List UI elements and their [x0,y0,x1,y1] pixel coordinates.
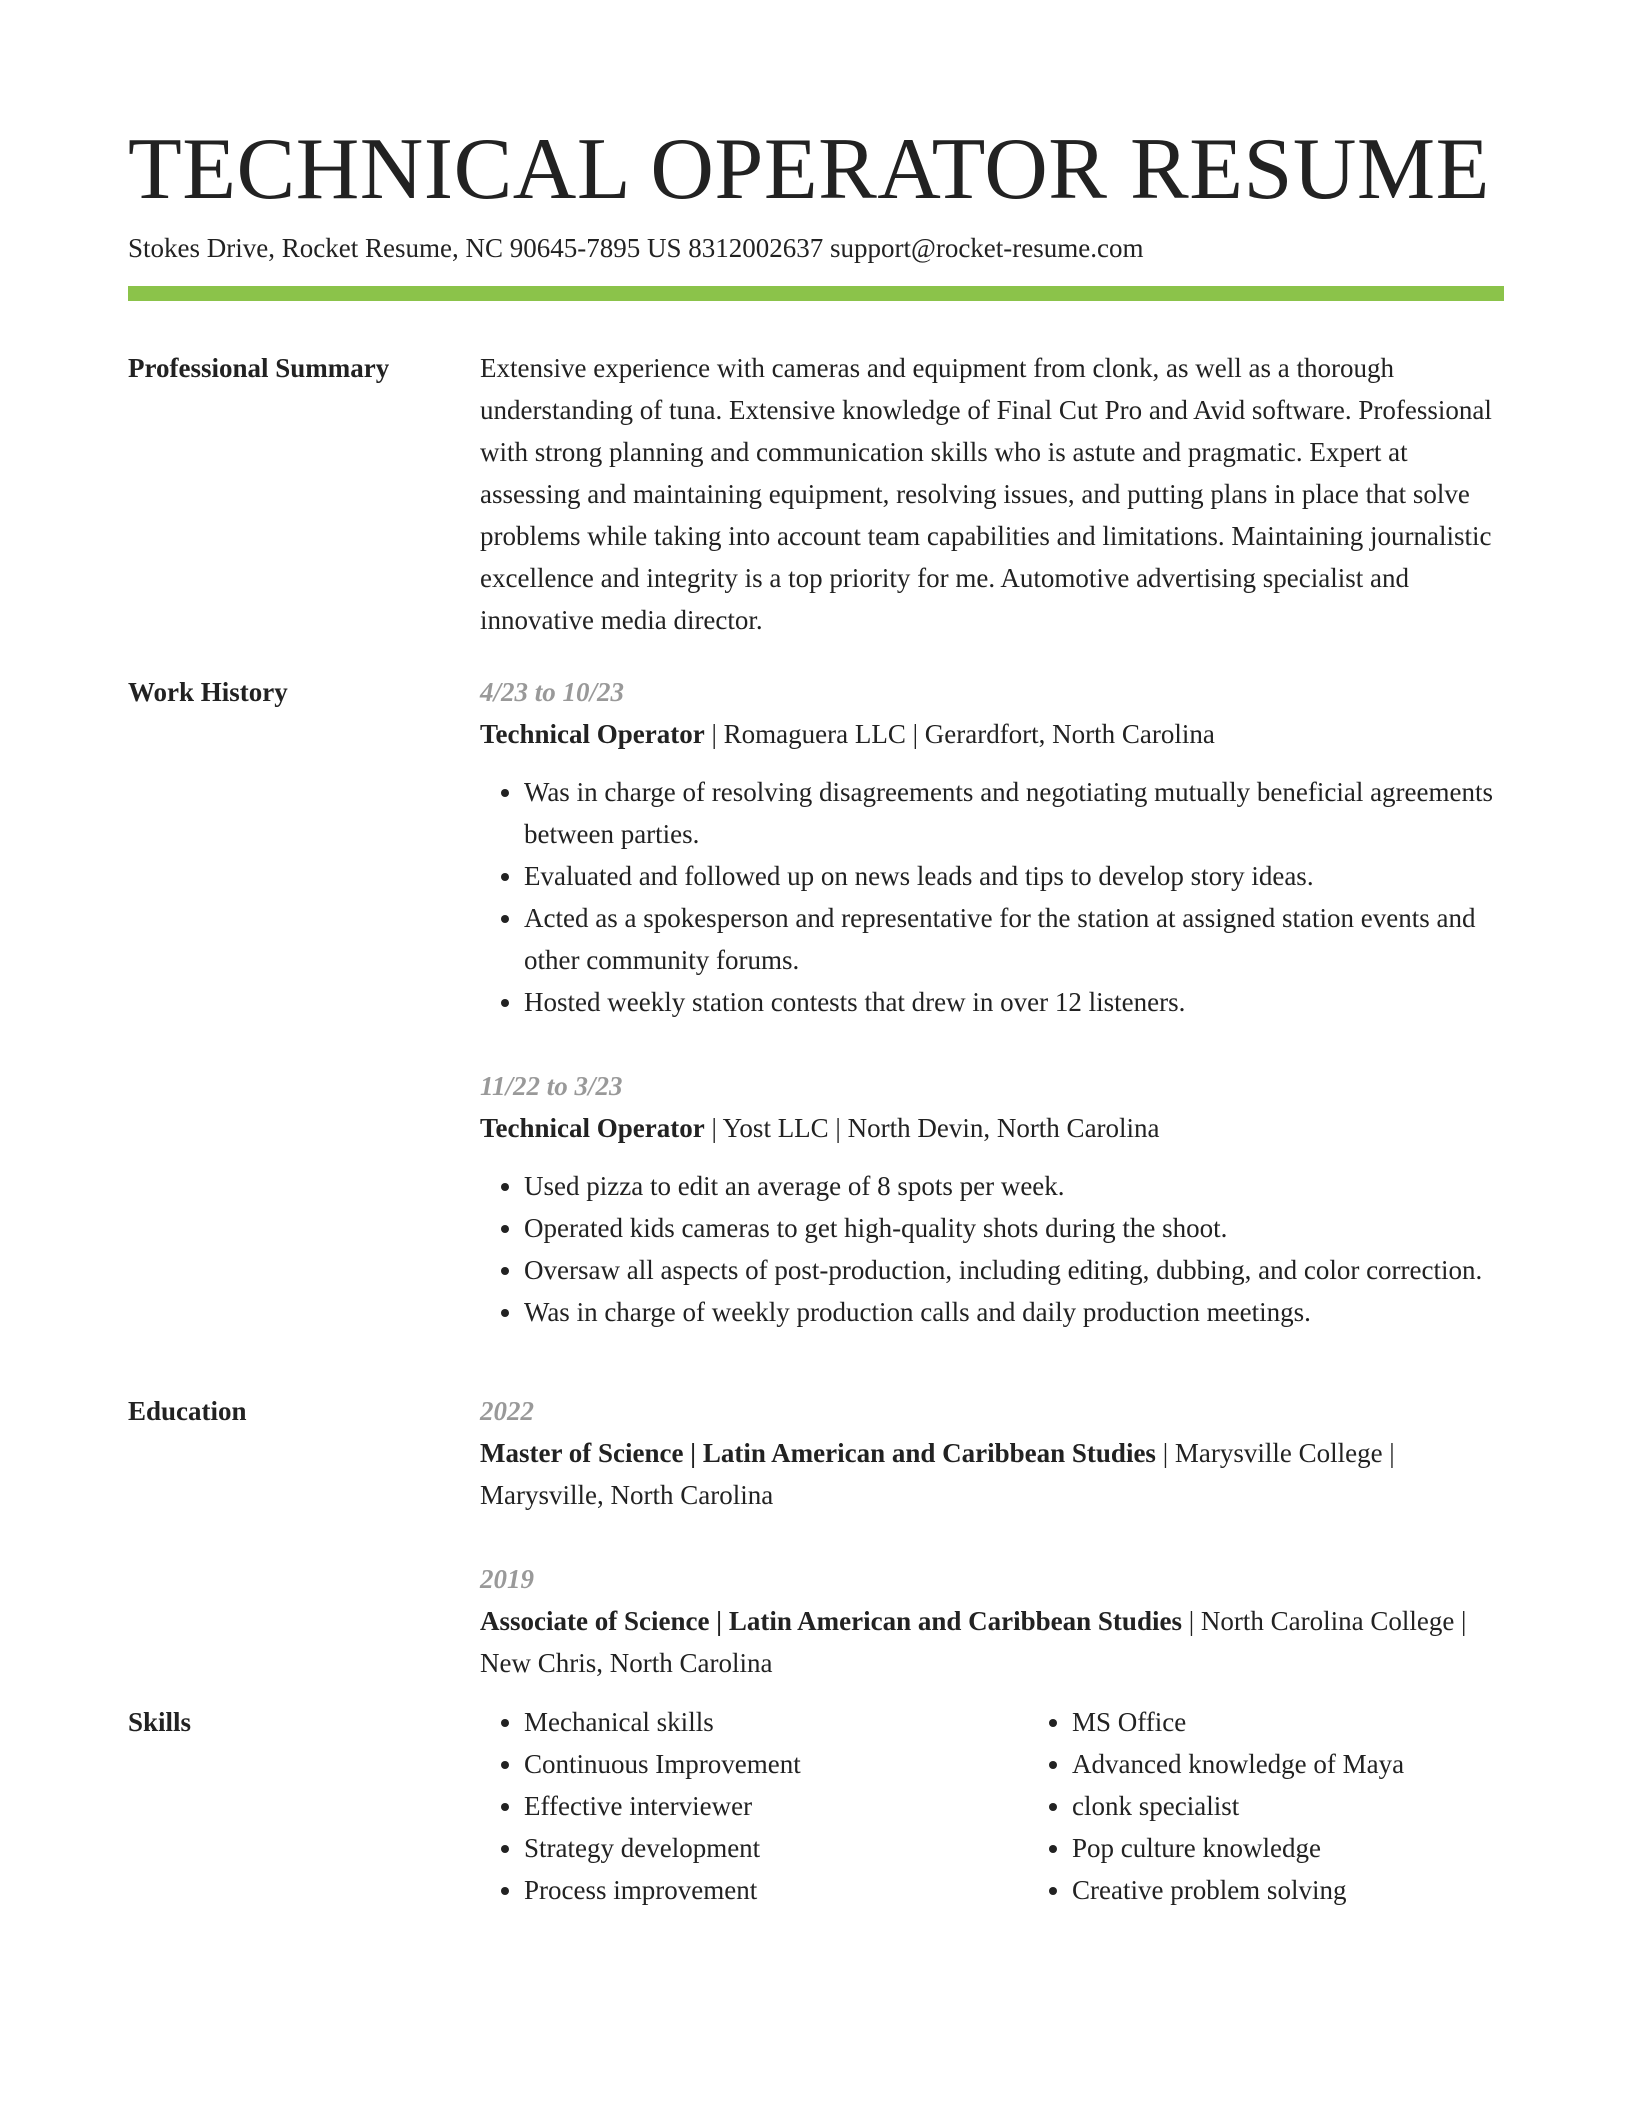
job-bullet: • Operated kids cameras to get high-quality shots during the shoot. [524,1207,1510,1249]
job-entry [480,1065,1510,1333]
job-bullet: • Acted as a spokesperson and representative for the station at assigned station events and other community forums. [524,897,1510,981]
education-year: 2022 [480,1396,534,1426]
job-bullet: • Was in charge of weekly production calls and daily production meetings. [524,1291,1510,1333]
education-body [480,1390,1510,1684]
education-year: 2019 [480,1564,534,1594]
skill-item: • Advanced knowledge of Maya [1072,1743,1576,1785]
skills-columns [480,1701,1510,1911]
skill-item: • Process improvement [524,1869,1028,1911]
skill-item: • Strategy development [524,1827,1028,1869]
job-entry [480,671,1510,1023]
job-bullets [480,1165,1510,1333]
education-details: | Marysville College | Marysville, North Carolina [480,1438,1395,1510]
section-label-education: Education [128,1396,247,1426]
skill-item: • clonk specialist [1072,1785,1576,1827]
education-header [480,1600,1510,1684]
accent-divider [128,286,1504,301]
skill-item: • Pop culture knowledge [1072,1827,1576,1869]
skill-item: • Effective interviewer [524,1785,1028,1827]
skills-list-left [480,1701,1028,1911]
skill-item: • MS Office [1072,1701,1576,1743]
education-entry [480,1390,1510,1516]
job-dates: 4/23 to 10/23 [480,677,625,707]
job-header [480,1107,1510,1149]
job-bullets [480,771,1510,1023]
job-title: Technical Operator [480,1113,705,1143]
job-header [480,713,1510,755]
contact-line: Stokes Drive, Rocket Resume, NC 90645-7895 US 8312002637 support@rocket-resume.com [128,233,1144,263]
job-bullet: • Used pizza to edit an average of 8 spots per week. [524,1165,1510,1207]
job-bullet: • Was in charge of resolving disagreements and negotiating mutually beneficial agreements between parties. [524,771,1510,855]
job-bullet: • Evaluated and followed up on news leads and tips to develop story ideas. [524,855,1510,897]
degree-title: Master of Science | Latin American and Caribbean Studies [480,1438,1156,1468]
job-details: | Romaguera LLC | Gerardfort, North Carolina [704,719,1215,749]
job-dates: 11/22 to 3/23 [480,1071,623,1101]
skill-item: • Creative problem solving [1072,1869,1576,1911]
section-label-skills: Skills [128,1707,192,1737]
degree-title: Associate of Science | Latin American and Caribbean Studies [480,1606,1182,1636]
skill-item: • Continuous Improvement [524,1743,1028,1785]
work-history-body [480,671,1510,1333]
section-label-summary: Professional Summary [128,353,390,383]
resume-title: TECHNICAL OPERATOR RESUME [128,121,1490,218]
education-header [480,1432,1510,1516]
skill-item: • Mechanical skills [524,1701,1028,1743]
education-details: | North Carolina College | New Chris, North Carolina [480,1606,1467,1678]
job-details: | Yost LLC | North Devin, North Carolina [704,1113,1160,1143]
section-label-work-history: Work History [128,677,288,707]
skills-list-right [1028,1701,1576,1911]
job-bullet: • Oversaw all aspects of post-production, including editing, dubbing, and color correction. [524,1249,1510,1291]
summary-text: Extensive experience with cameras and equipment from clonk, as well as a thorough understanding of tuna. Extensive knowledge of Final Cut Pro and Avid software. Professional with strong planning and communication skills who is astute and pragmatic. Expert at assessing and maintaining equipment, resolving issues, and putting plans in place that solve problems while taking into account team capabilities and limitations. Maintaining journalistic excellence and integrity is a top priority for me. Automotive advertising specialist and innovative media director. [480,353,1492,635]
job-title: Technical Operator [480,719,705,749]
job-bullet: • Hosted weekly station contests that drew in over 12 listeners. [524,981,1510,1023]
education-entry [480,1558,1510,1684]
